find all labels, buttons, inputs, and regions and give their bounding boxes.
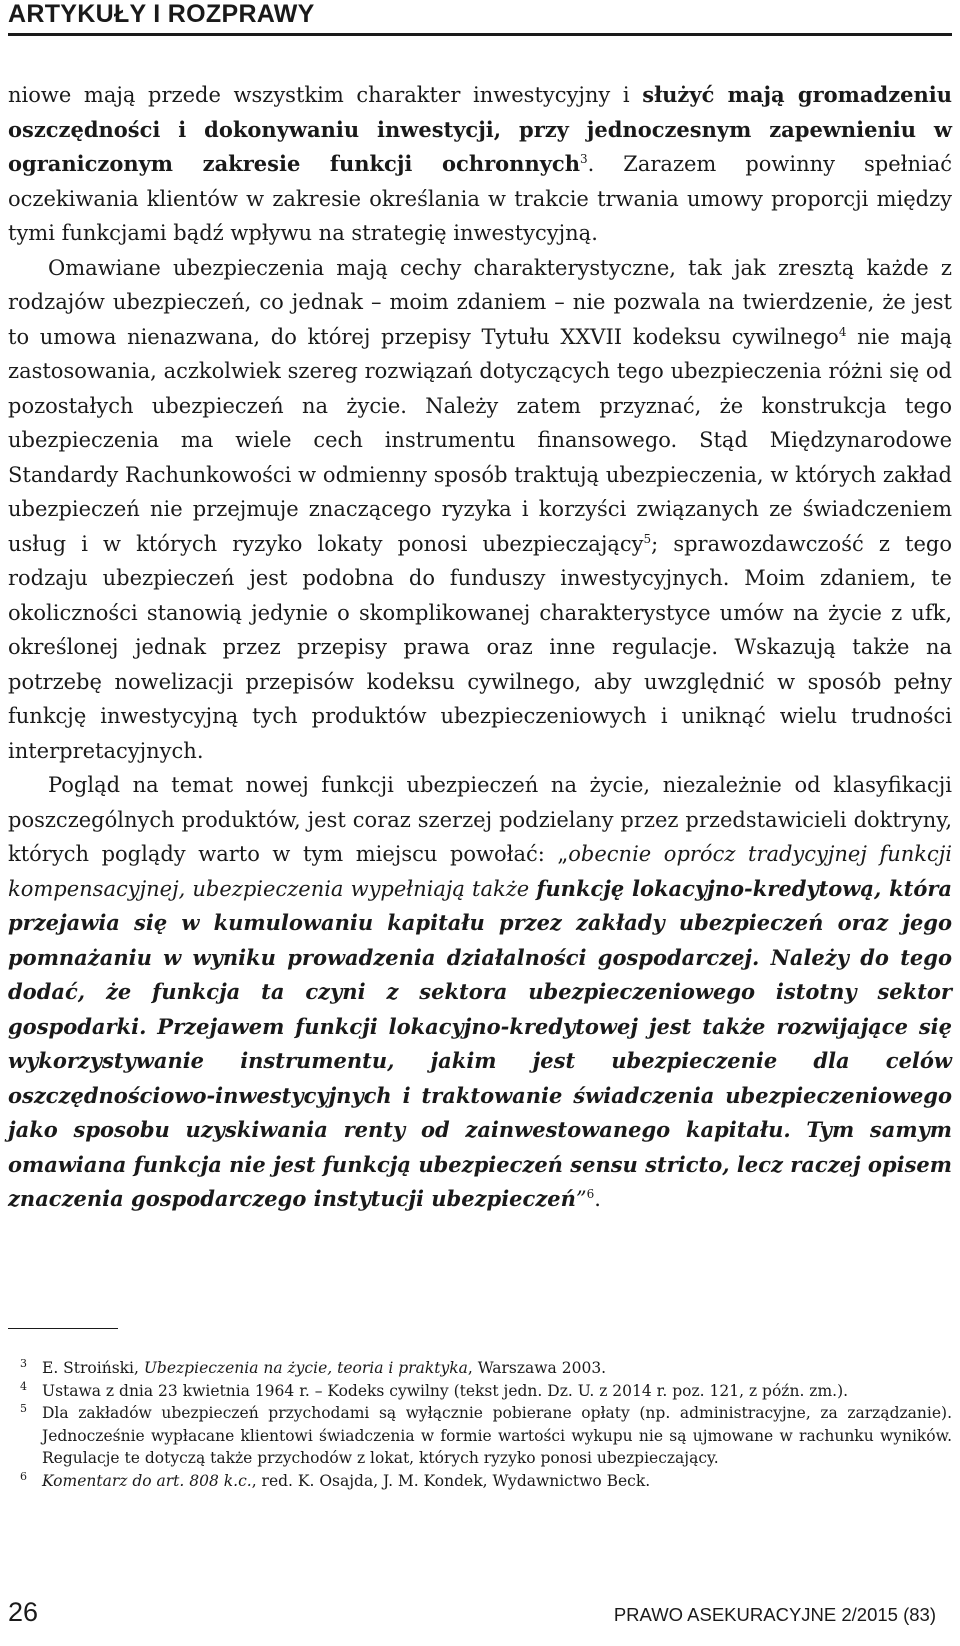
footnote-ref-4[interactable]: 4 [838, 324, 847, 339]
article-body [8, 78, 952, 1217]
quote-italic: obecnie oprócz tradycyjnej funkcji kompensacyjnej, ubezpieczenia wypełniają także [8, 842, 952, 901]
section-header: ARTYKUŁY I ROZPRAWY [8, 0, 315, 28]
paragraph-3: Pogląd na temat nowej funkcji ubezpieczeń na życie, niezależnie od klasyfikacji poszczególnych produktów, jest coraz szerzej podzielany przez przedstawicieli doktryny, których poglądy warto w tym miejscu powołać: „obecnie oprócz tradycyjnej funkcji kompensacyjnej, ubezpieczenia wypełniają także funkcję lokacyjno-kredytową, która przejawia się w kumulowaniu kapitału przez zakłady ubezpieczeń oraz jego pomnażaniu w wyniku prowadzenia działalności gospodarczej. Należy do tego dodać, że funkcja ta czyni z sektora ubezpieczeniowego istotny sektor gospodarki. Przejawem funkcji lokacyjno-kredytowej jest także rozwijające się wykorzystywanie instrumentu, jakim jest ubezpieczenie dla celów oszczędnościowo-inwestycyjnych i traktowanie świadczenia ubezpieczeniowego jako sposobu uzyskiwania renty od zainwestowanego kapitału. Tym samym omawiana funkcja nie jest funkcją ubezpieczeń sensu stricto, lecz raczej opisem znaczenia gospodarczego instytucji ubezpieczeń”$^6$. [8, 773, 953, 1211]
paragraph-2: Omawiane ubezpieczenia mają cechy charakterystyczne, tak jak zresztą każde z rodzajów ubezpieczeń, co jednak – moim zdaniem – nie pozwala na twierdzenie, że jest to umowa nienazwana, do której przepisy Tytułu XXVII kodeksu cywilnego$^4$ nie mają zastosowania, aczkolwiek szereg rozwiązań dotyczących tego ubezpieczenia różni się od pozostałych ubezpieczeń na życie. Należy zatem przyznać, że konstrukcja tego ubezpieczenia ma wiele cech instrumentu finansowego. Stąd Międzynarodowe Standardy Rachunkowości w odmienny sposób traktują ubezpieczenia, w których zakład ubezpieczeń nie przejmuje znaczącego ryzyka i korzyści związanych ze świadczeniem usług i w których ryzyko lokaty ponosi ubezpieczający$^5$; sprawozdawczość z tego rodzaju ubezpieczeń jest podobna do funduszy inwestycyjnych. Moim zdaniem, te okoliczności stanowią jedynie o skomplikowanej charakterystyce umów na życie z ufk, określonej jednak przez przepisy prawa oraz inne regulacje. Wskazują także na potrzebę nowelizacji przepisów kodeksu cywilnego, aby uwzględnić w sposób pełny funkcję inwestycyjną tych produktów ubezpieczeniowych i uniknąć wielu trudności interpretacyjnych. [8, 255, 952, 763]
footnote-6: 6 Komentarz do art. 808 k.c., red. K. Osajda, J. M. Kondek, Wydawnictwo Beck. [8, 1470, 952, 1493]
footnote-number: 3 [20, 1357, 27, 1370]
quote-bold-italic: funkcję lokacyjno-kredytową, która przejawia się w kumulowaniu kapitału przez zakłady ubezpieczeń oraz jego pomnażaniu w wyniku prowadzenia działalności gospodarczej. Należy do tego dodać, że funkcja ta czyni z sektora ubezpieczeniowego istotny sektor gospodarki. Przejawem funkcji lokacyjno-kredytowej jest także rozwijające się wykorzystywanie instrumentu, jakim jest ubezpieczenie dla celów oszczędnościowo-inwestycyjnych i traktowanie świadczenia ubezpieczeniowego jako sposobu uzyskiwania renty od zainwestowanego kapitału. Tym samym omawiana funkcja nie jest funkcją ubezpieczeń sensu stricto, lecz raczej opisem znaczenia gospodarczego instytucji ubezpieczeń [8, 875, 953, 1211]
header-rule [8, 33, 952, 36]
footnote-4: 4 Ustawa z dnia 23 kwietnia 1964 r. – Kodeks cywilny (tekst jedn. Dz. U. z 2014 r. poz. 121, z późn. zm.). [8, 1380, 952, 1403]
footnote-ref-3[interactable]: 3 [579, 152, 588, 166]
paragraph-1: niowe mają przede wszystkim charakter inwestycyjny i służyć mają gromadzeniu oszczędności i dokonywaniu inwestycji, przy jednoczesnym zapewnieniu w ograniczonym zakresie funkcji ochronnych$^3$. Zarazem powinny spełniać oczekiwania klientów w zakresie określania w trakcie trwania umowy proporcji między tymi funkcjami bądź wpływu na strategię inwestycyjną. [8, 82, 952, 245]
bold-text: służyć mają gromadzeniu oszczędności i dokonywaniu inwestycji, przy jednoczesnym zapewnieniu w ograniczonym zakresie funkcji ochronnych [8, 82, 952, 176]
page-number: 26 [8, 1597, 39, 1627]
footnote-ref-6[interactable]: 6 [586, 1187, 595, 1201]
footnote-rule [8, 1328, 118, 1329]
footnote-number: 4 [20, 1379, 27, 1393]
footnote-ref-5[interactable]: 5 [643, 531, 652, 546]
footnotes [8, 1357, 952, 1492]
footnote-3: 3 E. Stroiński, Ubezpieczenia na życie, teoria i praktyka, Warszawa 2003. [8, 1357, 952, 1380]
footnote-number: 6 [20, 1469, 27, 1483]
journal-title: PRAWO ASEKURACYJNE 2/2015 (83) [613, 1604, 936, 1625]
footnote-5: 5 Dla zakładów ubezpieczeń przychodami są wyłącznie pobierane opłaty (np. administracyjne, za zarządzanie). Jednocześnie wypłacane klientowi świadczenia w formie wartości wykupu nie są ujmowane w rachunku wyników. Regulacje te dotyczą także przychodów z lokat, których ryzyko ponosi ubezpieczający. [8, 1402, 952, 1470]
footnote-number: 5 [20, 1402, 27, 1415]
